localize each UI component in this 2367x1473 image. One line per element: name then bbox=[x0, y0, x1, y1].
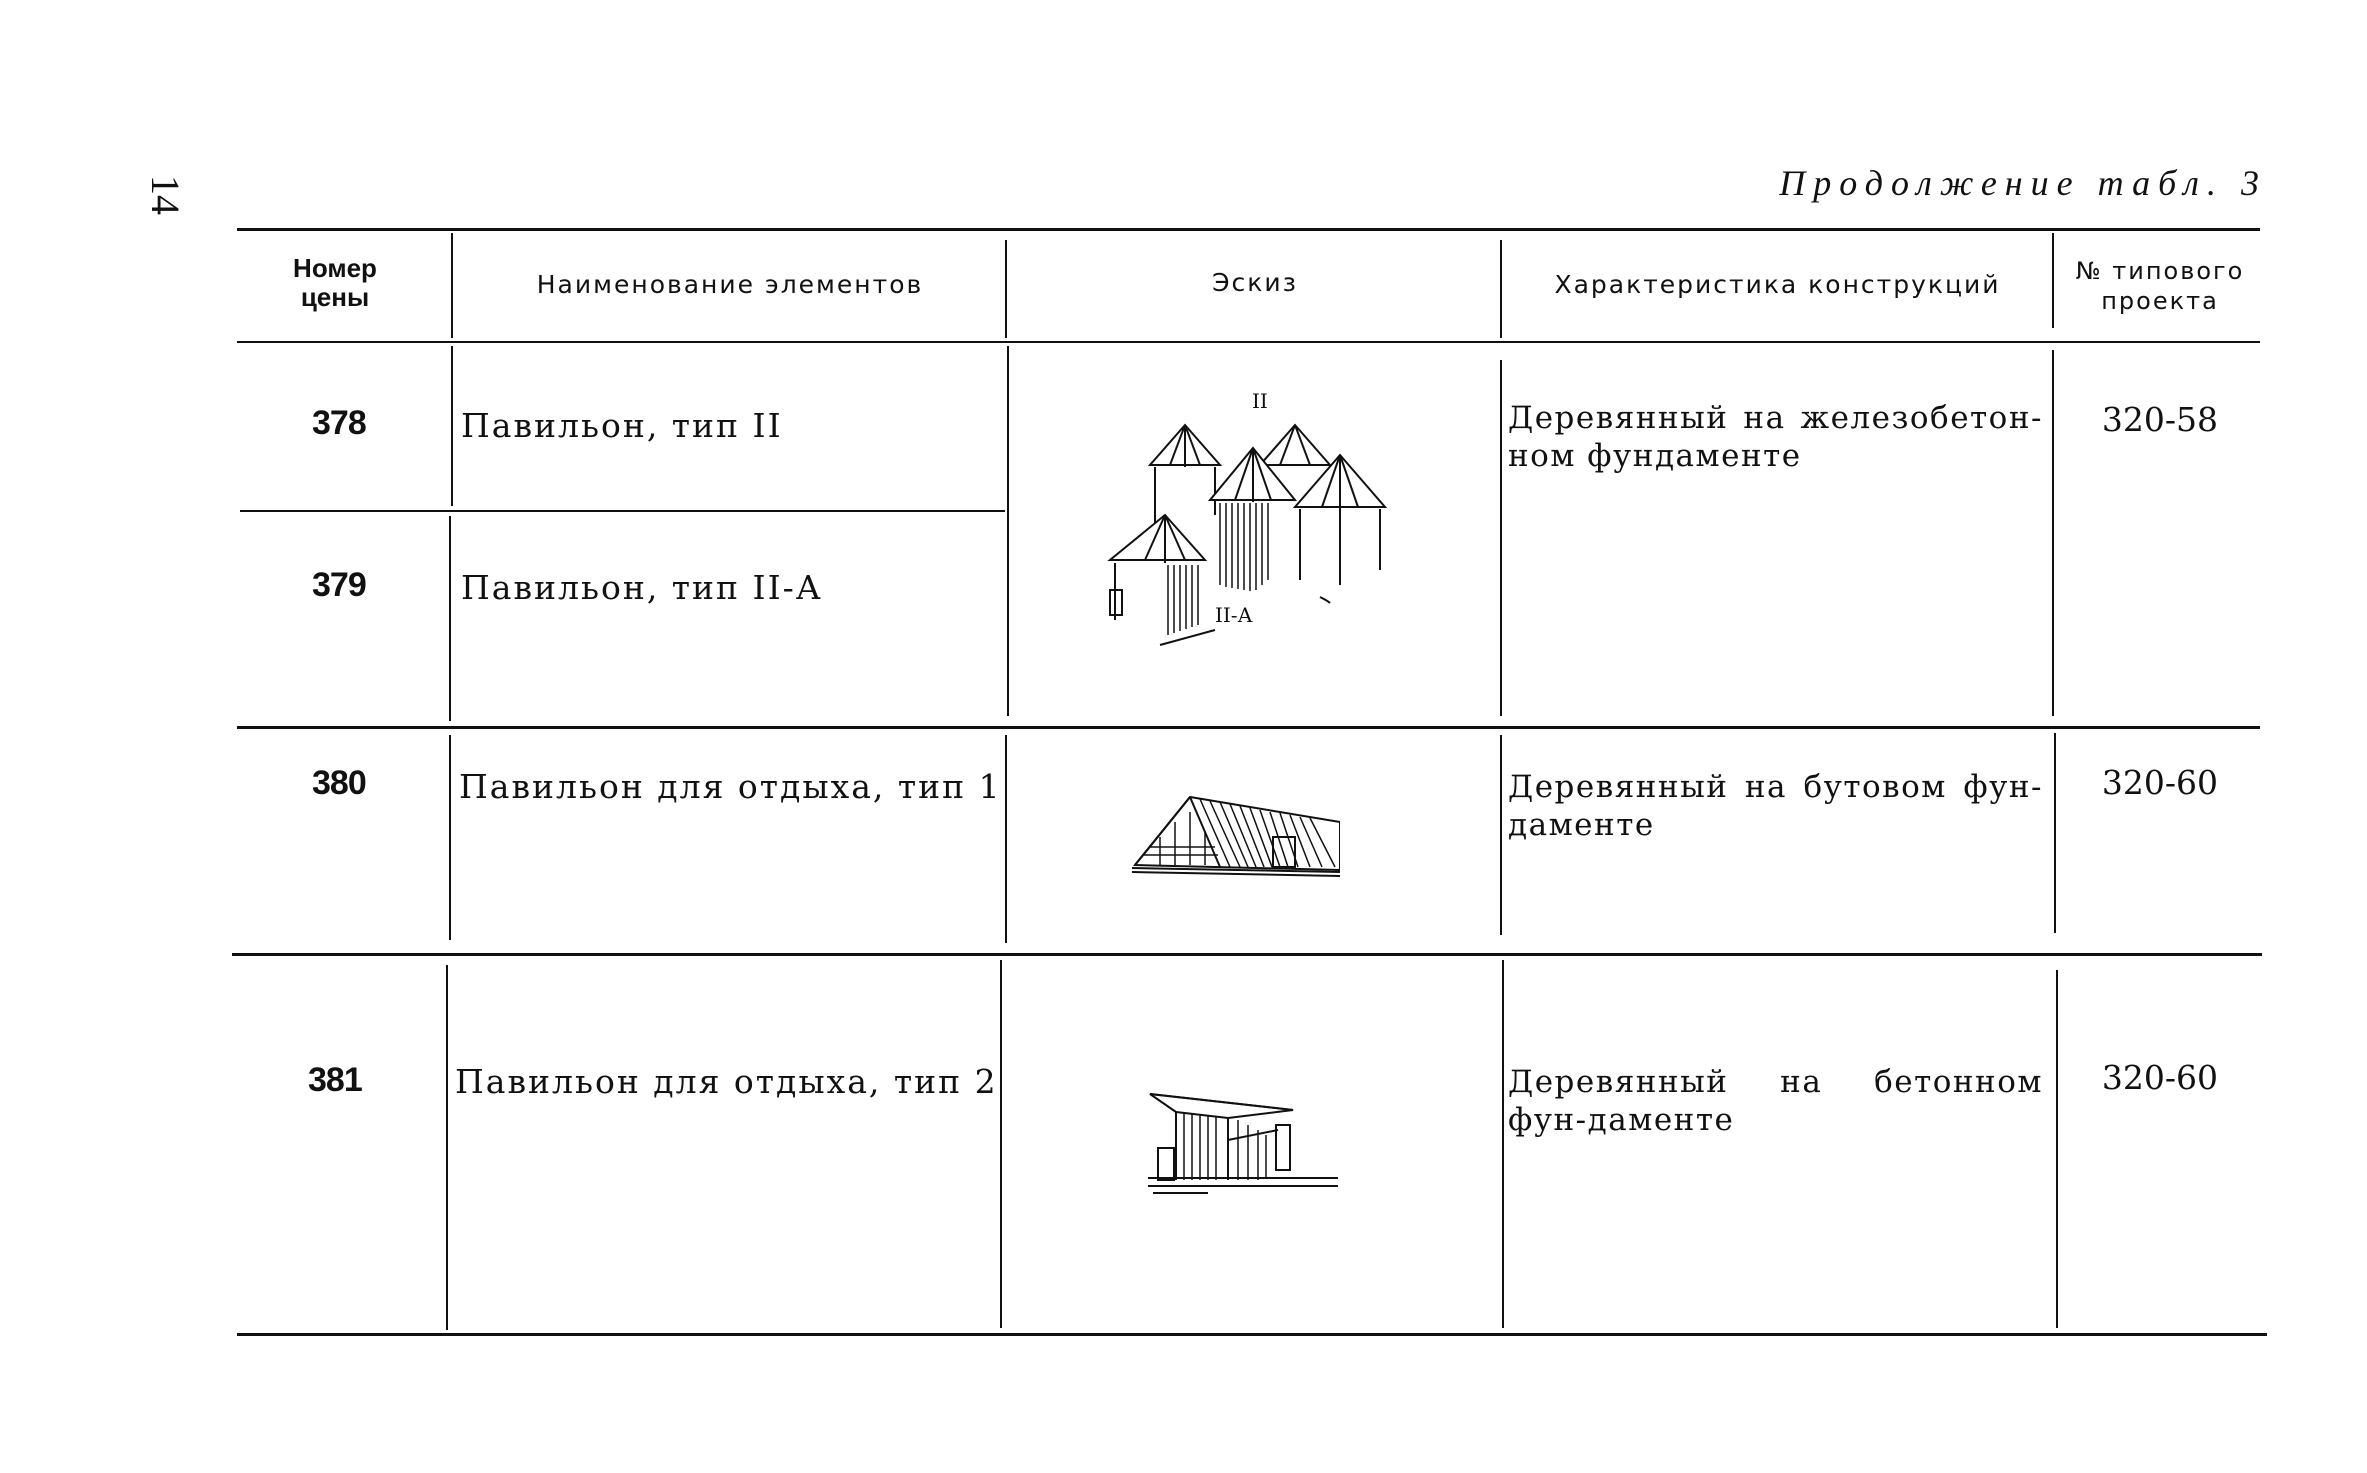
row-380-col-divider-3 bbox=[1500, 735, 1502, 935]
row-381-col-divider-1 bbox=[446, 965, 448, 1330]
header-col-divider-4 bbox=[2052, 233, 2054, 328]
pavilion-rest-2-sketch-icon bbox=[1148, 1090, 1338, 1200]
pavilion-rest-1-sketch-icon bbox=[1130, 792, 1340, 892]
sketch-label-type-ii-a: II-А bbox=[1215, 603, 1253, 627]
row-379-bottom-rule bbox=[237, 726, 2260, 729]
row-380-name: Павильон для отдыха, тип 1 bbox=[459, 767, 1002, 806]
table-top-rule bbox=[237, 228, 2260, 231]
row-379-number: 379 bbox=[312, 566, 366, 604]
header-project-number: № типового проекта bbox=[2075, 257, 2245, 315]
row-378-characteristic: Деревянный на железобетон-ном фундаменте bbox=[1508, 400, 2043, 474]
row-381-col-divider-3 bbox=[1502, 960, 1504, 1328]
page-number: 14 bbox=[143, 175, 188, 215]
row-379-col-divider-1 bbox=[449, 516, 451, 721]
row-380-characteristic: Деревянный на бутовом фун-даменте bbox=[1508, 769, 2043, 843]
pavilion-ii-sketch-icon bbox=[1090, 385, 1410, 655]
row-381-col-divider-2 bbox=[1000, 960, 1002, 1328]
header-col-divider-3 bbox=[1500, 240, 1502, 338]
header-col-divider-2 bbox=[1005, 240, 1007, 338]
row-378-project: 320-58 bbox=[2101, 400, 2219, 439]
table-bottom-rule bbox=[237, 1333, 2267, 1336]
row-380-number: 380 bbox=[312, 764, 366, 802]
header-price-number: Номер цены bbox=[293, 253, 377, 312]
row-381-name: Павильон для отдыха, тип 2 bbox=[455, 1062, 998, 1101]
header-sketch: Эскиз bbox=[1212, 268, 1298, 297]
row-380-col-divider-1 bbox=[449, 735, 451, 940]
row-378-col-divider-3 bbox=[1500, 360, 1502, 716]
row-378-number: 378 bbox=[312, 404, 366, 442]
header-element-name: Наименование элементов bbox=[536, 270, 924, 299]
header-characteristic: Характеристика конструкций bbox=[1554, 270, 2001, 299]
table-continued-caption: Продолжение табл. 3 bbox=[1779, 163, 2267, 203]
row-381-number: 381 bbox=[308, 1061, 362, 1099]
sketch-label-type-ii: II bbox=[1252, 389, 1268, 413]
row-378-col-divider-2 bbox=[1007, 346, 1009, 716]
row-381-characteristic: Деревянный на бетонном фун-даменте bbox=[1508, 1064, 2043, 1138]
row-378-379-divider bbox=[240, 510, 1005, 512]
row-378-col-divider-4 bbox=[2052, 350, 2054, 716]
row-381-col-divider-4 bbox=[2056, 970, 2058, 1328]
row-381-project: 320-60 bbox=[2101, 1058, 2219, 1097]
header-bottom-rule bbox=[237, 341, 2260, 343]
row-378-name: Павильон, тип II bbox=[461, 406, 783, 445]
header-col-divider-1 bbox=[451, 233, 453, 338]
row-380-project: 320-60 bbox=[2101, 763, 2219, 802]
row-378-col-divider-1 bbox=[451, 346, 453, 506]
row-380-bottom-rule bbox=[232, 953, 2262, 956]
row-380-col-divider-4 bbox=[2054, 733, 2056, 933]
row-380-col-divider-2 bbox=[1005, 735, 1007, 943]
row-379-name: Павильон, тип II-А bbox=[461, 568, 823, 607]
